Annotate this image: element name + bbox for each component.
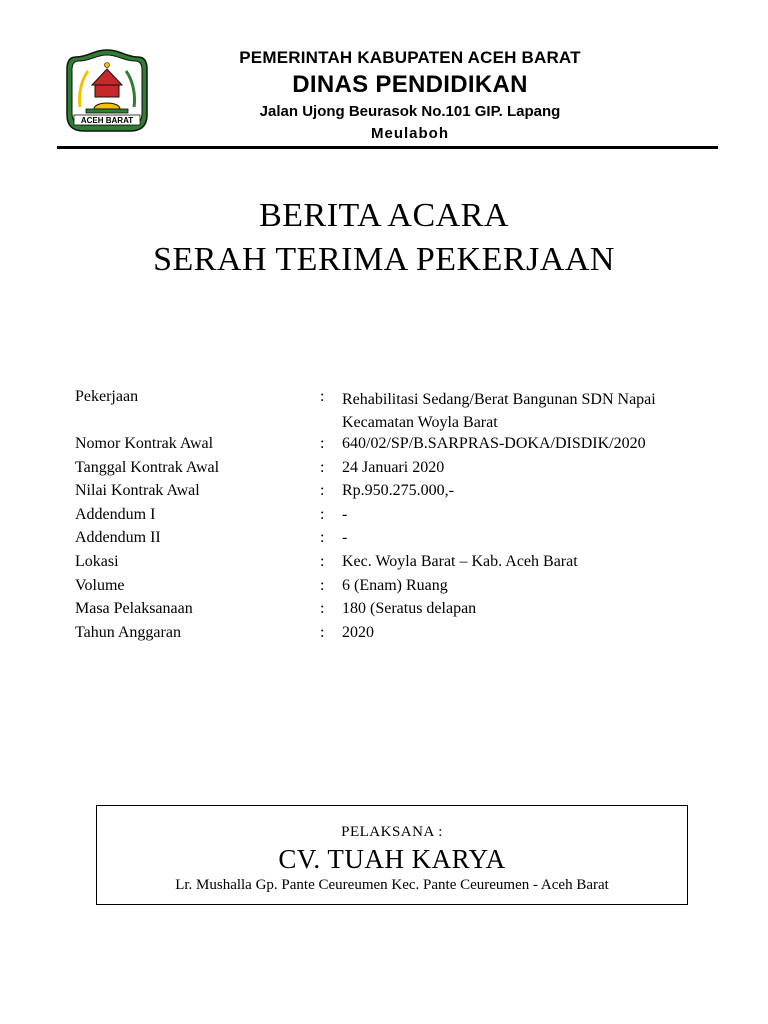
- government-name: PEMERINTAH KABUPATEN ACEH BARAT: [239, 48, 581, 67]
- document-subtitle: SERAH TERIMA PEKERJAAN: [153, 241, 615, 278]
- detail-separator: :: [320, 623, 325, 641]
- department-address: Jalan Ujong Beurasok No.101 GIP. Lapang: [259, 103, 561, 120]
- contractor-name: CV. TUAH KARYA: [278, 844, 506, 874]
- detail-label: Volume: [75, 576, 125, 594]
- letterhead-divider: [57, 146, 718, 149]
- detail-label: Nilai Kontrak Awal: [75, 482, 200, 500]
- detail-value: Kec. Woyla Barat – Kab. Aceh Barat: [342, 552, 578, 570]
- detail-label: Lokasi: [75, 552, 119, 570]
- detail-value-continued: Kecamatan Woyla Barat: [342, 414, 498, 431]
- detail-value: 180 (Seratus delapan: [342, 600, 477, 618]
- detail-label: Tahun Anggaran: [75, 623, 181, 641]
- detail-separator: :: [320, 482, 325, 500]
- logo-caption: ACEH BARAT: [80, 116, 134, 125]
- detail-separator: :: [320, 576, 325, 594]
- department-name: DINAS PENDIDIKAN: [292, 71, 528, 98]
- detail-label: Addendum II: [75, 529, 161, 547]
- detail-separator: :: [320, 435, 325, 452]
- contractor-heading: PELAKSANA :: [341, 824, 443, 840]
- detail-value: -: [342, 529, 348, 547]
- detail-label: Addendum I: [75, 505, 156, 523]
- emblem-base: [86, 109, 128, 113]
- detail-value: 2020: [342, 623, 374, 641]
- detail-separator: :: [320, 529, 325, 547]
- detail-label: Pekerjaan: [75, 388, 139, 405]
- detail-value: 640/02/SP/B.SARPRAS-DOKA/DISDIK/2020: [342, 435, 646, 452]
- document-title: BERITA ACARA: [259, 197, 509, 234]
- emblem-house: [95, 85, 119, 97]
- department-city: Meulaboh: [371, 125, 449, 142]
- detail-separator: :: [320, 505, 325, 523]
- detail-value: Rp.950.275.000,-: [342, 482, 454, 500]
- detail-label: Masa Pelaksanaan: [75, 600, 193, 618]
- detail-value: -: [342, 505, 348, 523]
- detail-value: 6 (Enam) Ruang: [342, 576, 448, 594]
- detail-separator: :: [320, 552, 325, 570]
- aceh-barat-emblem-logo: [64, 47, 150, 137]
- detail-label: Nomor Kontrak Awal: [75, 435, 214, 452]
- detail-separator: :: [320, 458, 325, 476]
- detail-value: Rehabilitasi Sedang/Berat Bangunan SDN Napai: [342, 391, 656, 408]
- detail-label: Tanggal Kontrak Awal: [75, 458, 220, 476]
- detail-value: 24 Januari 2020: [342, 458, 445, 476]
- detail-separator: :: [320, 388, 325, 405]
- contractor-box: [96, 805, 688, 905]
- detail-separator: :: [320, 600, 325, 618]
- emblem-star: [105, 63, 110, 68]
- contractor-address: Lr. Mushalla Gp. Pante Ceureumen Kec. Pante Ceureumen - Aceh Barat: [175, 877, 609, 893]
